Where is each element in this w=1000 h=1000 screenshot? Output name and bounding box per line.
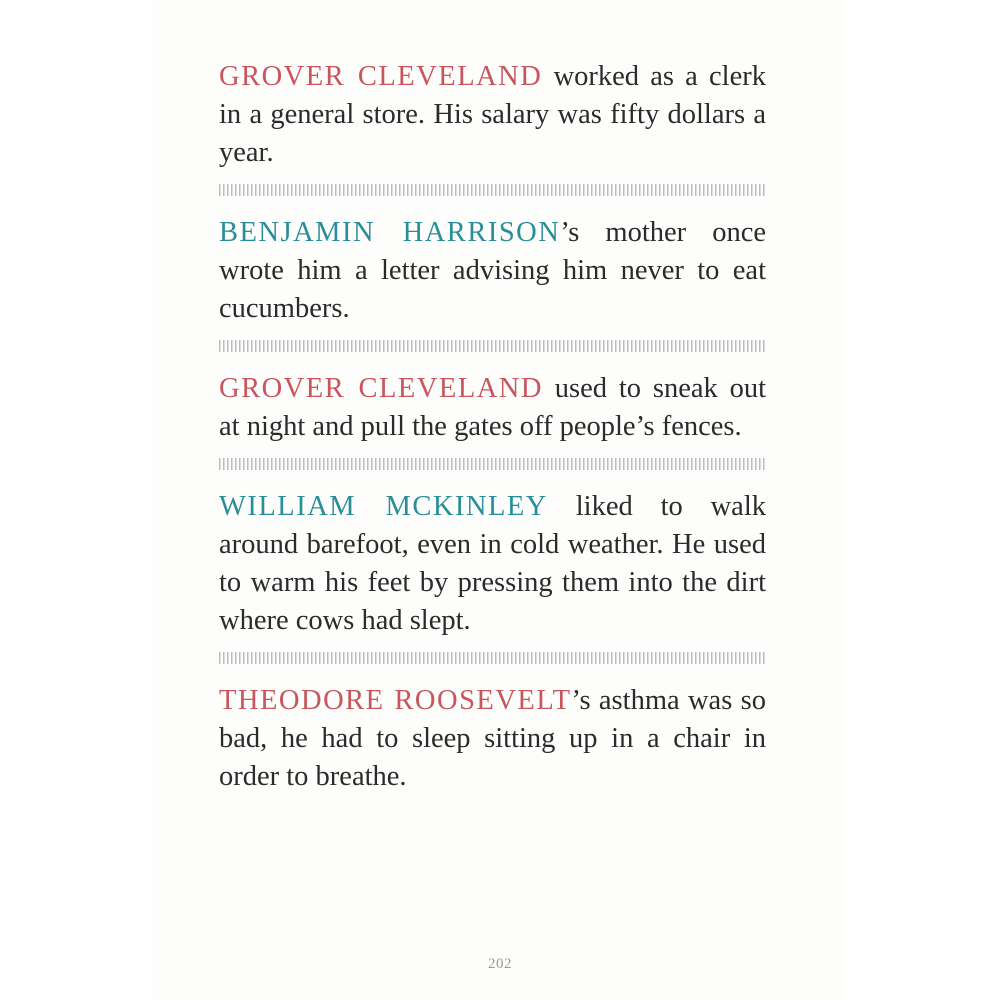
president-name: THEODORE ROOSEVELT [219, 685, 572, 716]
divider [219, 458, 766, 470]
fact-text: ’s asthma was so bad, he had to sleep sitting up in a chair in order to breathe. [219, 685, 766, 792]
fact-paragraph [219, 58, 766, 172]
fact-paragraph [219, 488, 766, 640]
president-name: GROVER CLEVELAND [219, 61, 543, 92]
fact-text: ’s mother once wrote him a letter advising him never to eat cucumbers. [219, 217, 766, 324]
fact-paragraph [219, 682, 766, 796]
divider [219, 652, 766, 664]
fact-text: used to sneak out at night and pull the gates off people’s fences. [219, 373, 767, 442]
president-name: WILLIAM MCKINLEY [219, 491, 548, 522]
divider [219, 184, 766, 196]
president-name: GROVER CLEVELAND [219, 373, 543, 404]
fact-paragraph [219, 214, 766, 328]
fact-paragraph [219, 370, 766, 446]
divider [219, 340, 766, 352]
fact-text: worked as a clerk in a general store. His salary was fifty dollars a year. [219, 61, 766, 168]
president-name: BENJAMIN HARRISON [219, 217, 561, 248]
page-content [219, 58, 766, 796]
fact-text: liked to walk around barefoot, even in cold weather. He used to warm his feet by pressing them into the dirt where cows had slept. [219, 491, 766, 636]
page-number: 202 [488, 956, 512, 972]
